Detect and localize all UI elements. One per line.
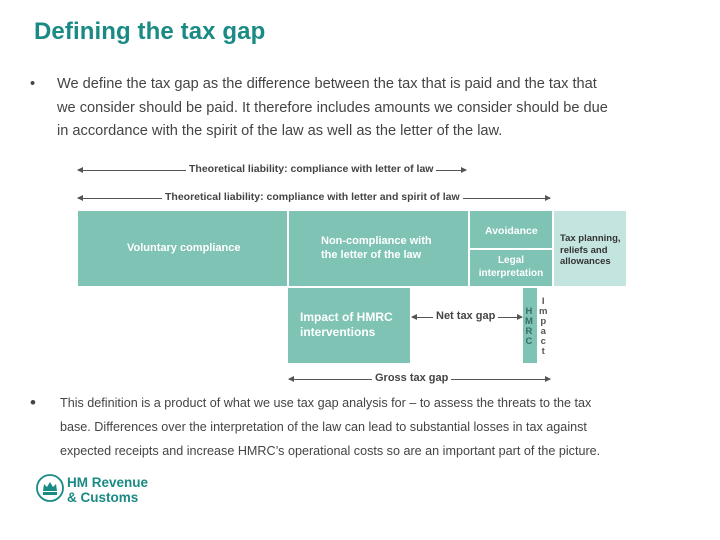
box-non-compliance: [289, 211, 468, 286]
box-impact-hmrc: [288, 288, 410, 363]
paragraph-line: This definition is a product of what we use tax gap analysis for – to assess the threats to the tax: [60, 396, 592, 410]
label-letter-of-law: Theoretical liability: compliance with letter of law: [186, 163, 436, 175]
paragraph-line: base. Differences over the interpretation of the law can lead to substantial losses in tax against: [60, 419, 587, 434]
legal-interpretation-label: Legal interpretation: [478, 255, 544, 279]
impact-vertical-label: I m p a c t: [539, 296, 548, 357]
voluntary-label: Voluntary compliance: [127, 242, 241, 254]
hmrc-logo-text: [67, 475, 148, 505]
bullet-paragraph-1: [57, 73, 677, 144]
logo-line-1: HM Revenue: [67, 475, 149, 490]
page-title: Defining the tax gap: [34, 18, 266, 45]
net-tax-gap-label: Net tax gap: [433, 310, 498, 322]
avoidance-label: Avoidance: [485, 225, 538, 237]
logo-line-2: & Customs: [67, 490, 139, 505]
paragraph-line: expected receipts and increase HMRC’s operational costs so are an important part of the picture.: [60, 443, 601, 458]
paragraph-line: in accordance with the spirit of the law as well as the letter of the law.: [57, 123, 503, 139]
box-legal-interpretation: [470, 250, 552, 286]
bullet-paragraph-2: [60, 392, 670, 463]
bullet-marker: •: [30, 76, 36, 92]
impact-label: Impact of HMRC interventions: [300, 310, 393, 339]
tax-planning-label: Tax planning, reliefs and allowances: [560, 233, 621, 267]
hmrc-vertical-label: H M R C: [525, 306, 533, 347]
label-letter-and-spirit: Theoretical liability: compliance with letter and spirit of law: [162, 191, 463, 203]
gross-tax-gap-label: Gross tax gap: [372, 372, 451, 384]
non-compliance-label: Non-compliance with the letter of the law: [321, 235, 432, 261]
paragraph-line: We define the tax gap as the difference between the tax that is paid and the tax that: [57, 76, 597, 92]
box-voluntary-compliance: [78, 211, 287, 286]
box-tax-planning: [554, 211, 626, 286]
hmrc-crown-icon: [36, 474, 64, 502]
box-avoidance: [470, 211, 552, 248]
bullet-marker: •: [30, 393, 36, 412]
paragraph-line: we consider should be paid. It therefore includes amounts we consider should be due: [57, 99, 608, 116]
